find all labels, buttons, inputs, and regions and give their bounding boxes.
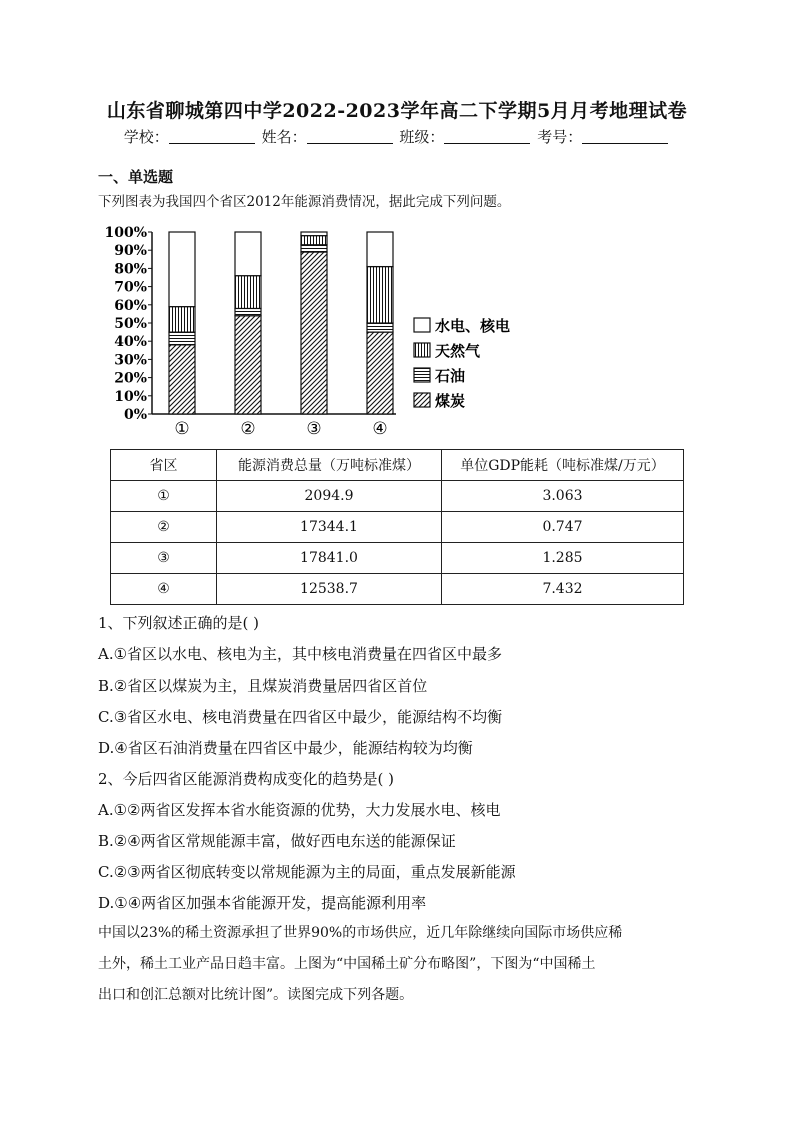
name-blank xyxy=(307,129,393,144)
bar-segment xyxy=(235,316,261,414)
question-2-option-d: D.①④两省区加强本省能源开发，提高能源利用率 xyxy=(98,894,427,912)
x-tick-label: ① xyxy=(174,419,190,439)
question-1-option-b: B.②省区以煤炭为主，且煤炭消费量居四省区首位 xyxy=(98,677,428,695)
table-header: 单位GDP能耗（吨标准煤/万元） xyxy=(442,450,684,481)
question-2-option-a: A.①②两省区发挥本省水能资源的优势，大力发展水电、核电 xyxy=(98,801,501,819)
table-cell: ③ xyxy=(111,543,217,574)
table-cell: 7.432 xyxy=(442,574,684,605)
passage-line: 出口和创汇总额对比统计图”。读图完成下列各题。 xyxy=(98,987,414,1003)
table-cell: 1.285 xyxy=(442,543,684,574)
y-tick-label: 90% xyxy=(114,243,147,260)
question-1-option-a: A.①省区以水电、核电为主，其中核电消费量在四省区中最多 xyxy=(98,645,503,663)
bar-segment xyxy=(169,345,195,414)
y-tick-label: 50% xyxy=(114,316,147,332)
y-tick-label: 100% xyxy=(104,225,147,241)
student-info-line xyxy=(0,126,794,147)
exam-number-label: 考号： xyxy=(537,128,583,146)
passage-line: 土外，稀土工业产品日趋丰富。上图为“中国稀土矿分布略图”，下图为“中国稀土 xyxy=(98,956,596,972)
table-header-row xyxy=(111,450,684,481)
bar-segment xyxy=(235,276,261,309)
bar-segment xyxy=(169,307,195,332)
bar-segment xyxy=(235,232,261,276)
bar-segment xyxy=(301,232,327,236)
passage-text xyxy=(98,918,698,1011)
exam-title: 山东省聊城第四中学2022-2023学年高二下学期5月月考地理试卷 xyxy=(106,100,688,122)
y-tick-label: 0% xyxy=(123,407,147,423)
question-1-option-d: D.④省区石油消费量在四省区中最少，能源结构较为均衡 xyxy=(98,739,473,757)
y-tick-label: 60% xyxy=(114,297,147,314)
bar-segment xyxy=(301,252,327,414)
table-row xyxy=(111,481,684,512)
bar-segment xyxy=(367,232,393,267)
bar-segment xyxy=(301,236,327,245)
bar-segment xyxy=(367,323,393,332)
table-cell: 0.747 xyxy=(442,512,684,543)
legend-swatch xyxy=(414,343,430,357)
y-tick-label: 20% xyxy=(114,370,147,387)
legend-label: 水电、核电 xyxy=(435,317,511,335)
table-cell: 2094.9 xyxy=(217,481,442,512)
school-label: 学校： xyxy=(123,128,169,146)
x-tick-label: ④ xyxy=(372,419,388,439)
bar-segment xyxy=(301,245,327,252)
question-2-option-c: C.②③两省区彻底转变以常规能源为主的局面，重点发展新能源 xyxy=(98,863,516,881)
table-cell: 12538.7 xyxy=(217,574,442,605)
section-title: 一、单选题 xyxy=(98,168,174,186)
table-header: 能源消费总量（万吨标准煤） xyxy=(217,450,442,481)
bar-segment xyxy=(367,332,393,414)
legend-swatch xyxy=(414,368,430,382)
intro-text: 下列图表为我国四个省区2012年能源消费情况，据此完成下列问题。 xyxy=(98,194,511,210)
exam-number-blank xyxy=(582,129,668,144)
table-cell: ① xyxy=(111,481,217,512)
table-cell: 17344.1 xyxy=(217,512,442,543)
legend-label: 天然气 xyxy=(435,342,481,360)
y-tick-label: 40% xyxy=(114,334,147,351)
bar-segment xyxy=(367,267,393,323)
question-1-option-c: C.③省区水电、核电消费量在四省区中最少，能源结构不均衡 xyxy=(98,708,503,726)
table-cell: ④ xyxy=(111,574,217,605)
table-row xyxy=(111,543,684,574)
bar-segment xyxy=(169,232,195,307)
passage-line: 中国以23%的稀土资源承担了世界90%的市场供应，近几年除继续向国际市场供应稀 xyxy=(98,925,623,941)
table-row xyxy=(111,574,684,605)
y-tick-label: 70% xyxy=(114,279,147,296)
energy-consumption-chart xyxy=(96,220,536,442)
question-1-stem: 1、下列叙述正确的是( ) xyxy=(98,614,260,632)
question-2-stem: 2、今后四省区能源消费构成变化的趋势是( ) xyxy=(98,770,395,788)
x-tick-label: ② xyxy=(240,419,256,439)
legend-label: 石油 xyxy=(435,367,466,385)
name-label: 姓名： xyxy=(261,128,307,146)
table-cell: 3.063 xyxy=(442,481,684,512)
bar-segment xyxy=(235,308,261,315)
legend-label: 煤炭 xyxy=(435,392,466,410)
legend-swatch xyxy=(414,318,430,332)
x-tick-label: ③ xyxy=(306,419,322,439)
table-cell: 17841.0 xyxy=(217,543,442,574)
class-blank xyxy=(444,129,530,144)
bar-segment xyxy=(169,332,195,345)
y-tick-label: 80% xyxy=(114,261,147,278)
legend-swatch xyxy=(414,393,430,407)
table-cell: ② xyxy=(111,512,217,543)
school-blank xyxy=(169,129,255,144)
table-row xyxy=(111,512,684,543)
question-2-option-b: B.②④两省区常规能源丰富，做好西电东送的能源保证 xyxy=(98,832,456,850)
y-tick-label: 30% xyxy=(114,352,147,369)
y-tick-label: 10% xyxy=(114,388,147,405)
energy-table xyxy=(110,449,684,605)
table-header: 省区 xyxy=(111,450,217,481)
class-label: 班级： xyxy=(399,128,445,146)
